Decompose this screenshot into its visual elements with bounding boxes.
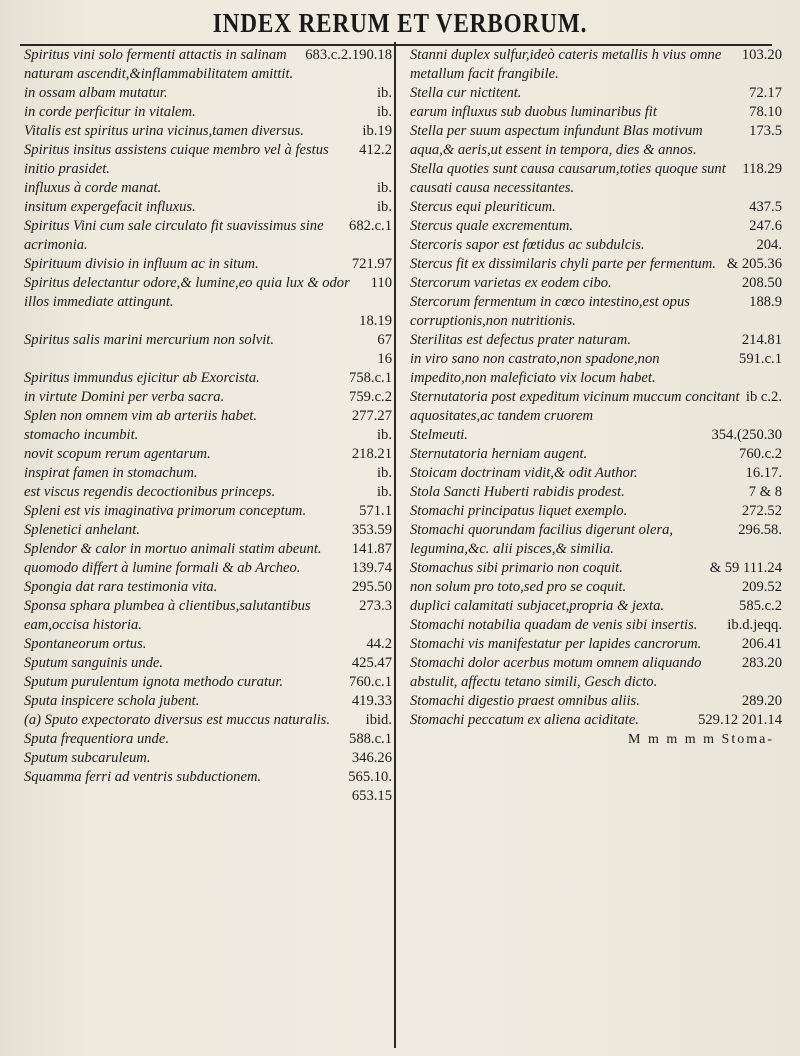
page-reference: ib.	[377, 180, 392, 196]
signature-mark: M m m m m Stoma-	[628, 732, 774, 747]
entry-text: Stercorum varietas ex eodem cibo.	[410, 275, 612, 291]
entry-text: Spontaneorum ortus.	[24, 636, 147, 652]
page-reference: 214.81	[741, 332, 782, 348]
index-entry	[410, 635, 782, 654]
index-entry	[410, 331, 782, 350]
page-reference: 295.50	[351, 579, 392, 595]
page-reference: 529.12 201.14	[698, 712, 782, 728]
entry-text: Stercus fit ex dissimilaris chyli parte per fermentum.	[410, 256, 716, 272]
page-reference: ib.	[377, 85, 392, 101]
index-entry	[410, 198, 782, 217]
page-reference: 588.c.1	[349, 731, 392, 747]
index-entry	[410, 692, 782, 711]
page-reference: ib.19	[362, 123, 392, 139]
page-reference: 296.58.	[738, 522, 782, 538]
page-reference: ib.	[377, 104, 392, 120]
entry-text: in corde perficitur in vitalem.	[24, 104, 196, 120]
page-reference: 653.15	[351, 788, 392, 804]
index-entry	[24, 255, 392, 274]
index-entry	[24, 122, 392, 141]
entry-text: Spiritus immundus ejicitur ab Exorcista.	[24, 370, 260, 386]
entry-text: Spirituum divisio in influum ac in situm.	[24, 256, 259, 272]
entry-text: inspirat famen in stomachum.	[24, 465, 198, 481]
page-reference: 44.2	[366, 636, 392, 652]
index-entry	[24, 407, 392, 426]
page-reference: 141.87	[351, 541, 392, 557]
page-reference: 118.29	[742, 161, 782, 177]
index-entry	[410, 597, 782, 616]
entry-text: Stanni duplex sulfur,ideò cateris metallis h vius omne metallum facit frangibile.	[410, 47, 722, 82]
entry-text: stomacho incumbit.	[24, 427, 139, 443]
index-entry	[410, 502, 782, 521]
index-entry	[410, 616, 782, 635]
index-entry	[410, 464, 782, 483]
index-entry	[24, 141, 392, 179]
page-reference: 289.20	[741, 693, 782, 709]
page-reference: 412.2	[359, 142, 392, 158]
page-reference: ib.	[377, 484, 392, 500]
entry-text: Stella quoties sunt causa causarum,toties quoque sunt causati causa necessitantes.	[410, 161, 726, 196]
page-reference: 585.c.2	[739, 598, 782, 614]
entry-text: Stercus equi pleuriticum.	[410, 199, 556, 215]
index-entry	[410, 217, 782, 236]
page-reference: 760.c.2	[739, 446, 782, 462]
entry-text: in ossam albam mutatur.	[24, 85, 168, 101]
entry-text: Stomachi quorundam facilius digerunt olera, legumina,&c. alii pisces,& similia.	[410, 522, 674, 557]
column-divider	[394, 42, 396, 1048]
entry-text: Stoicam doctrinam vidit,& odit Author.	[410, 465, 638, 481]
entry-text: Spiritus delectantur odore,& lumine,eo quia lux & odor illos immediate attingunt.	[24, 275, 350, 310]
entry-text: (a) Sputo expectorato diversus est muccus naturalis.	[24, 712, 331, 728]
index-entry	[24, 274, 392, 312]
page-reference: ib.	[377, 465, 392, 481]
page-reference: 437.5	[749, 199, 782, 215]
page-reference: 173.5	[749, 123, 782, 139]
index-entry	[410, 426, 782, 445]
entry-text: Splen non omnem vim ab arteriis habet.	[24, 408, 258, 424]
page-reference: 204.	[756, 237, 782, 253]
entry-text: Sponsa sphara plumbea à clientibus,salutantibus eam,occisa historia.	[24, 598, 311, 633]
entry-text: Stomachi notabilia quadam de venis sibi insertis.	[410, 617, 698, 633]
page-reference: 419.33	[351, 693, 392, 709]
index-entry	[24, 483, 392, 502]
page-reference: 67	[377, 332, 392, 348]
entry-text: Sputa inspicere schola jubent.	[24, 693, 200, 709]
page-reference: 591.c.1	[739, 351, 782, 367]
page-reference: 103.20	[741, 47, 782, 63]
index-entry	[24, 654, 392, 673]
index-entry	[24, 578, 392, 597]
entry-text: Spiritus Vini cum sale circulato fit suavissimus sine acrimonia.	[24, 218, 324, 253]
index-entry	[24, 540, 392, 559]
index-entry	[24, 388, 392, 407]
index-entry	[24, 787, 392, 806]
index-entry	[410, 103, 782, 122]
entry-text: Spiritus insitus assistens cuique membro vel à festus initio prasidet.	[24, 142, 329, 177]
page-reference: 206.41	[741, 636, 782, 652]
page-reference: 139.74	[351, 560, 392, 576]
index-entry	[24, 369, 392, 388]
index-entry	[24, 217, 392, 255]
index-entry	[410, 559, 782, 578]
index-entry	[410, 46, 782, 84]
index-entry	[410, 654, 782, 692]
entry-text: in virtute Domini per verba sacra.	[24, 389, 225, 405]
index-entry	[24, 711, 392, 730]
index-entry	[24, 692, 392, 711]
index-entry	[24, 331, 392, 350]
entry-text: Sternutatoria herniam augent.	[410, 446, 588, 462]
entry-text: Stercoris sapor est fœtidus ac subdulcis.	[410, 237, 645, 253]
page-reference: 571.1	[359, 503, 392, 519]
entry-text: insitum expergefacit influxus.	[24, 199, 196, 215]
entry-text: Stomachi dolor acerbus motum omnem aliquando abstulit, affectu tetano simili, Gesch dicto.	[410, 655, 702, 690]
entry-text: Stomachi principatus liquet exemplo.	[410, 503, 628, 519]
index-entry	[24, 426, 392, 445]
right-index-column	[410, 46, 782, 1046]
index-entry	[410, 293, 782, 331]
page-reference: 272.52	[741, 503, 782, 519]
page-reference: 18.19	[359, 313, 392, 329]
page-reference: 208.50	[741, 275, 782, 291]
entry-text: non solum pro toto,sed pro se coquit.	[410, 579, 627, 595]
index-entry	[24, 312, 392, 331]
entry-text: earum influxus sub duobus luminaribus fit	[410, 104, 657, 120]
entry-text: Squamma ferri ad ventris subductionem.	[24, 769, 262, 785]
index-entry	[24, 730, 392, 749]
page-reference: 425.47	[351, 655, 392, 671]
page-reference: 218.21	[351, 446, 392, 462]
entry-text: Stelmeuti.	[410, 427, 468, 443]
entry-text: est viscus regendis decoctionibus princeps.	[24, 484, 276, 500]
entry-text: Sternutatoria post expeditum vicinum muccum concitant aquositates,ac tandem cruorem	[410, 389, 740, 424]
page-reference: ib.d.jeqq.	[727, 617, 782, 633]
index-entry	[410, 350, 782, 388]
index-entry	[410, 160, 782, 198]
page-reference: 283.20	[741, 655, 782, 671]
page-reference: 353.59	[351, 522, 392, 538]
left-index-column	[24, 46, 392, 1046]
page-reference: 72.17	[749, 85, 782, 101]
index-entry	[24, 445, 392, 464]
page-reference: 277.27	[351, 408, 392, 424]
entry-text: in viro sano non castrato,non spadone,non impedito,non maleficiato vix locum habet.	[410, 351, 660, 386]
entry-text: Stola Sancti Huberti rabidis prodest.	[410, 484, 625, 500]
page-reference: 247.6	[749, 218, 782, 234]
page-reference: ib.	[377, 199, 392, 215]
index-entry	[410, 236, 782, 255]
index-entry	[410, 483, 782, 502]
entry-text: Stomachi vis manifestatur per lapides cancrorum.	[410, 636, 702, 652]
page-reference: 758.c.1	[349, 370, 392, 386]
entry-text: Stella cur nictitent.	[410, 85, 522, 101]
page-reference: 110	[370, 275, 392, 291]
page-reference: ib c.2.	[745, 389, 782, 405]
entry-text: duplici calamitati subjacet,propria & jexta.	[410, 598, 665, 614]
page-reference: 682.c.1	[349, 218, 392, 234]
entry-text: Stercorum fermentum in cœco intestino,est opus corruptionis,non nutritionis.	[410, 294, 690, 329]
entry-text: Sputa frequentiora unde.	[24, 731, 169, 747]
index-entry	[24, 350, 392, 369]
page-reference: 273.3	[359, 598, 392, 614]
index-entry	[24, 198, 392, 217]
page-reference: 683.c.2.190.18	[305, 47, 392, 63]
index-entry	[24, 464, 392, 483]
entry-text: Sputum purulentum ignota methodo curatur.	[24, 674, 284, 690]
entry-text: Sputum sanguinis unde.	[24, 655, 164, 671]
entry-text: Sterilitas est defectus prater naturam.	[410, 332, 631, 348]
page-reference: 78.10	[749, 104, 782, 120]
page-reference: 209.52	[741, 579, 782, 595]
entry-text: Spleni est vis imaginativa primorum conceptum.	[24, 503, 307, 519]
entry-text: Sputum subcaruleum.	[24, 750, 151, 766]
index-entry	[24, 749, 392, 768]
entry-text: Spiritus vini solo fermenti attactis in salinam naturam ascendit,&inflammabilitatem amittit.	[24, 47, 294, 82]
index-entry	[410, 388, 782, 426]
page-reference: 16	[377, 351, 392, 367]
entry-text: Spiritus salis marini mercurium non solvit.	[24, 332, 274, 348]
index-entry	[410, 274, 782, 293]
index-entry	[24, 84, 392, 103]
entry-text: influxus à corde manat.	[24, 180, 162, 196]
page-reference: & 205.36	[726, 256, 782, 272]
index-entry	[24, 46, 392, 84]
entry-text: Splendor & calor in mortuo animali statim abeunt.	[24, 541, 322, 557]
page-reference: 565.10.	[348, 769, 392, 785]
entry-text: Stomachi peccatum ex aliena aciditate.	[410, 712, 639, 728]
entry-text: novit scopum rerum agentarum.	[24, 446, 211, 462]
entry-text: Stomachi digestio praest omnibus aliis.	[410, 693, 640, 709]
index-entry	[24, 521, 392, 540]
index-entry	[410, 84, 782, 103]
index-entry	[410, 255, 782, 274]
index-entry	[410, 445, 782, 464]
index-entry	[24, 179, 392, 198]
index-entry	[410, 521, 782, 559]
index-entry	[24, 103, 392, 122]
page-reference: 16.17.	[745, 465, 782, 481]
page-reference: ib.	[377, 427, 392, 443]
entry-text: Stella per suum aspectum infundunt Blas motivum aqua,& aeris,ut essent in tempora, dies & annos.	[410, 123, 703, 158]
page-reference: 354.(250.30	[711, 427, 782, 443]
entry-text: Stomachus sibi primario non coquit.	[410, 560, 623, 576]
index-entry	[24, 502, 392, 521]
entry-text: quomodo differt à lumine formali & ab Archeo.	[24, 560, 301, 576]
page-reference: 7 & 8	[748, 484, 782, 500]
index-entry	[24, 768, 392, 787]
index-entry	[24, 635, 392, 654]
index-entry	[24, 673, 392, 692]
entry-text: Stercus quale excrementum.	[410, 218, 574, 234]
page-reference: 346.26	[351, 750, 392, 766]
index-entry	[410, 578, 782, 597]
entry-text: Spongia dat rara testimonia vita.	[24, 579, 218, 595]
page-title: INDEX RERUM ET VERBORUM.	[212, 8, 588, 38]
page-reference: 759.c.2	[349, 389, 392, 405]
index-entry	[410, 122, 782, 160]
index-entry	[24, 597, 392, 635]
page-reference: 188.9	[749, 294, 782, 310]
entry-text: Vitalis est spiritus urina vicinus,tamen diversus.	[24, 123, 304, 139]
page-reference: 760.c.1	[349, 674, 392, 690]
page-reference: & 59 111.24	[709, 560, 782, 576]
index-entry	[24, 559, 392, 578]
page-reference: ibid.	[365, 712, 392, 728]
entry-text: Splenetici anhelant.	[24, 522, 140, 538]
index-entry	[410, 711, 782, 730]
page-reference: 721.97	[351, 256, 392, 272]
